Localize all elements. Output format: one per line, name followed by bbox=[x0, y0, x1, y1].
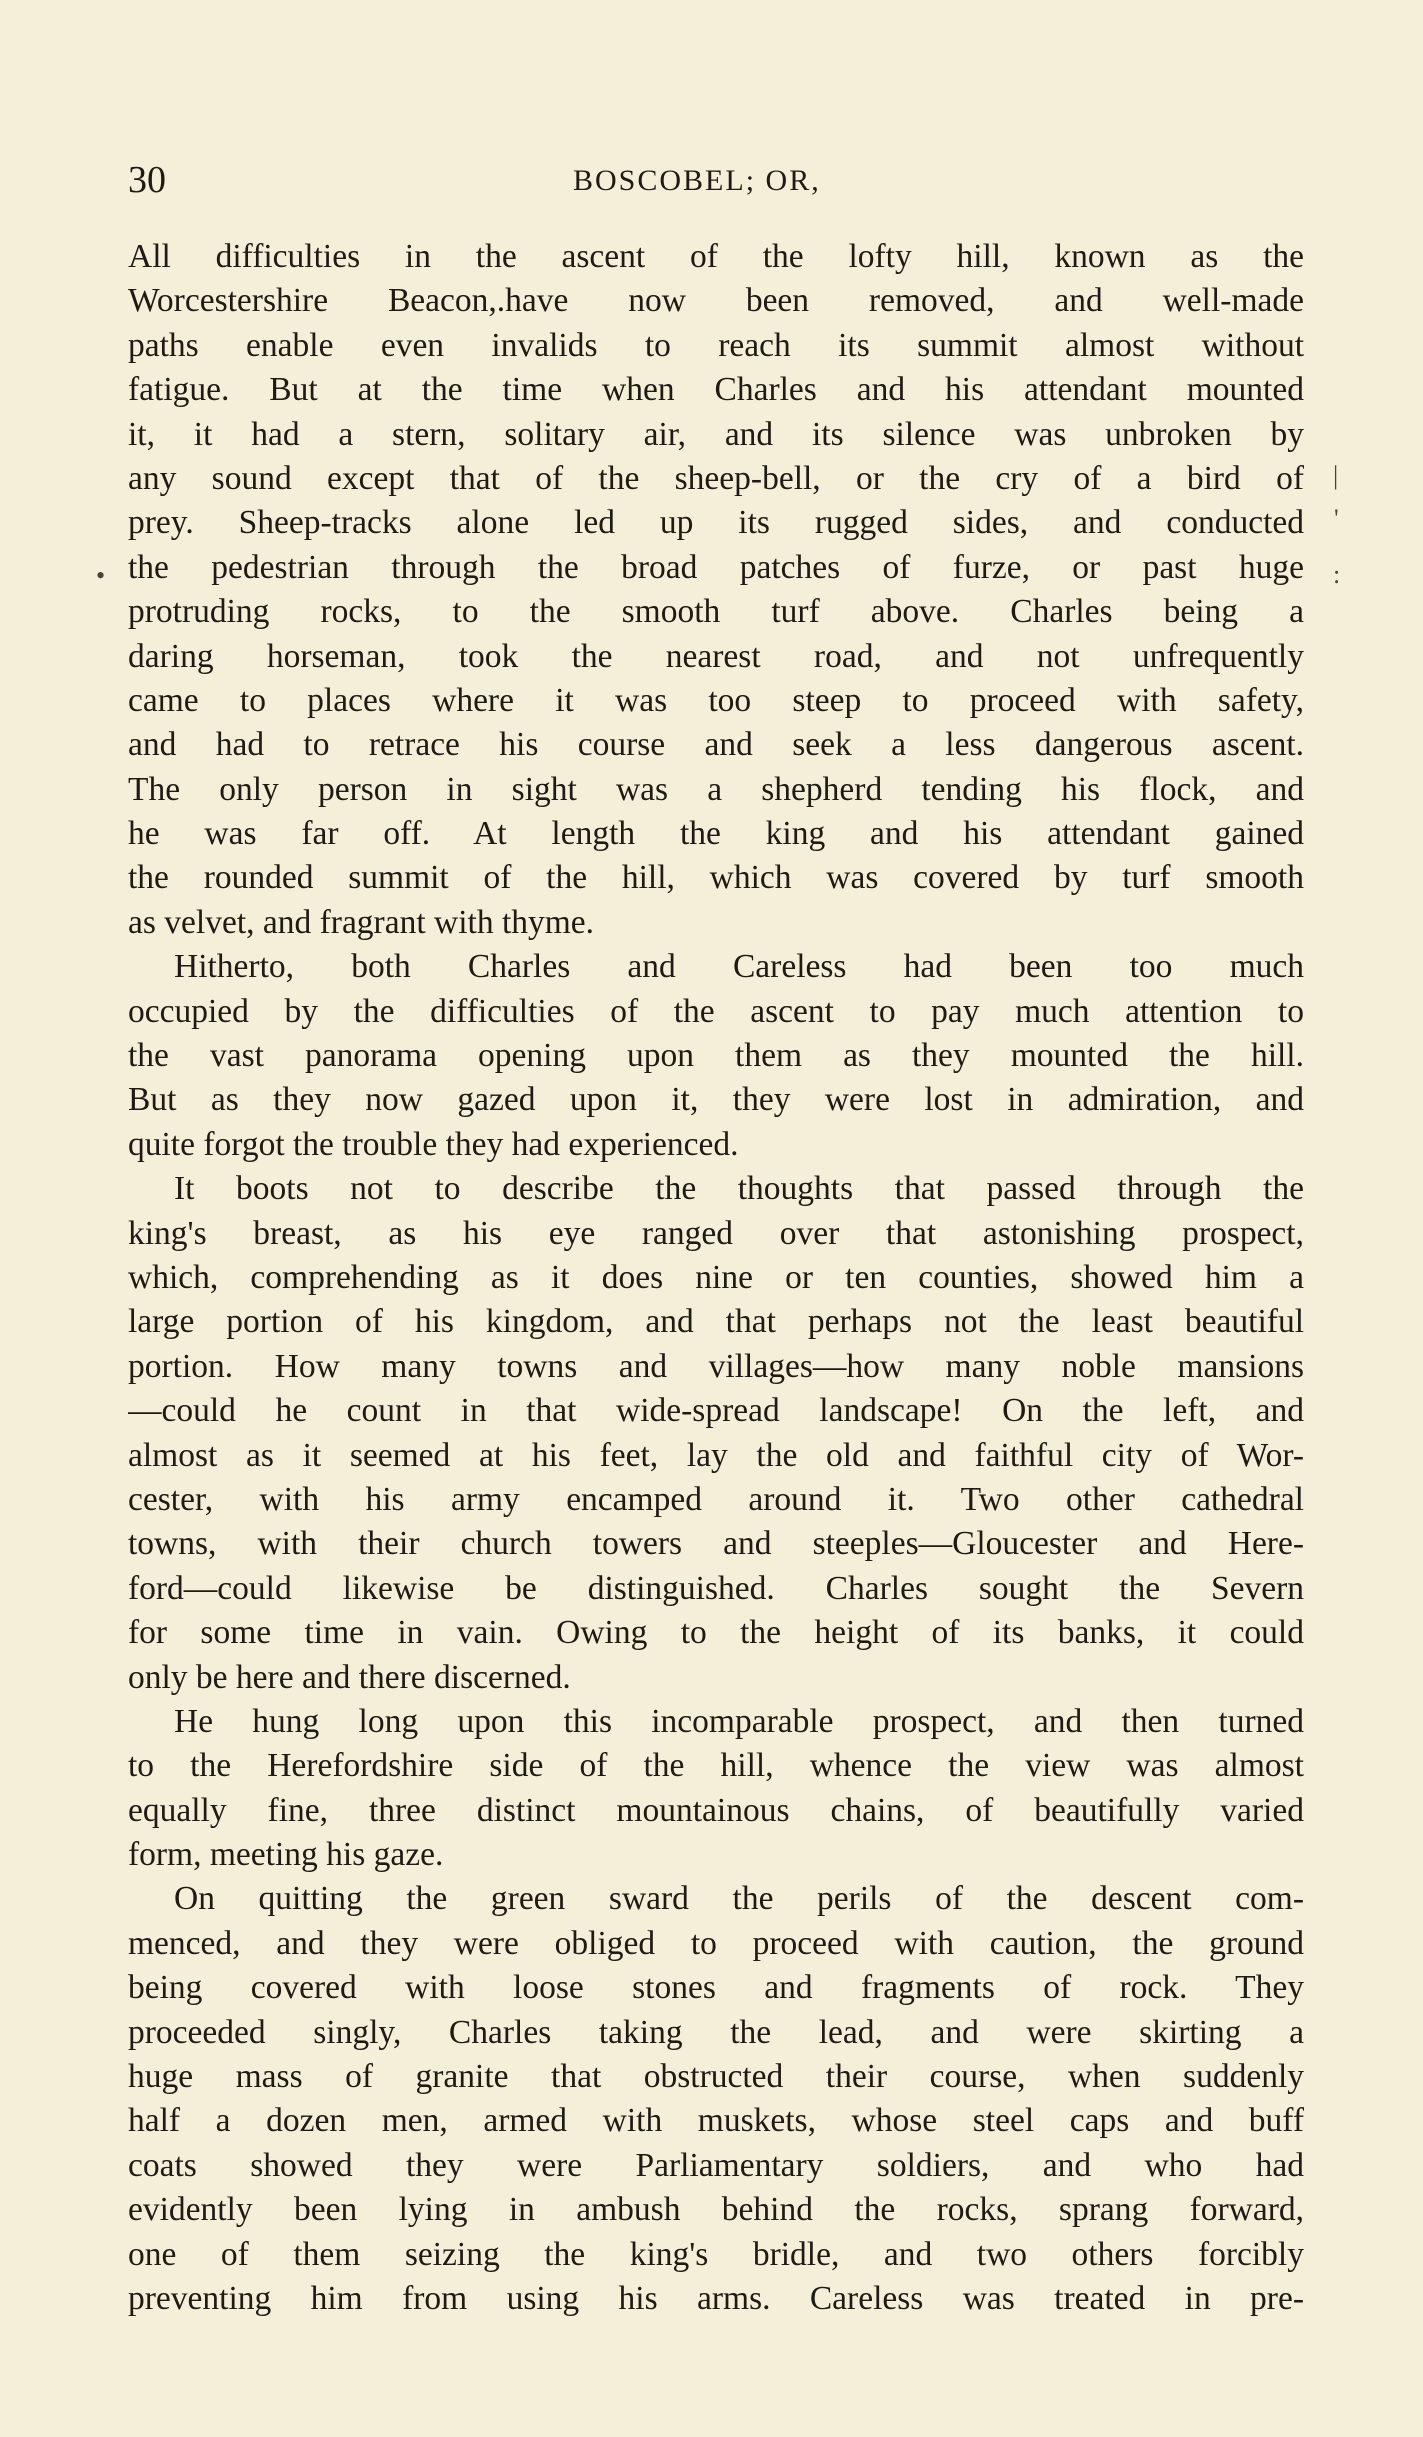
page-number: 30 bbox=[128, 159, 166, 201]
text-line: the pedestrian through the broad patches of furze, or past huge bbox=[128, 548, 1304, 586]
text-line: only be here and there discerned. bbox=[128, 1658, 571, 1696]
text-line: came to places where it was too steep to proceed with safety, bbox=[128, 681, 1304, 719]
paragraph-start-line: He hung long upon this incomparable prospect, and then turned bbox=[174, 1702, 1304, 1740]
text-line: to the Herefordshire side of the hill, whence the view was almost bbox=[128, 1747, 1304, 1785]
text-line: fatigue. But at the time when Charles and his attendant mounted bbox=[128, 371, 1304, 409]
text-line: as velvet, and fragrant with thyme. bbox=[128, 903, 595, 941]
text-line: he was far off. At length the king and his attendant gained bbox=[128, 815, 1304, 853]
text-line: almost as it seemed at his feet, lay the old and faithful city of Wor- bbox=[128, 1436, 1304, 1474]
paragraph-start-line: Hitherto, both Charles and Careless had been too much bbox=[174, 948, 1304, 986]
text-line: huge mass of granite that obstructed their course, when suddenly bbox=[128, 2058, 1304, 2096]
body-text bbox=[128, 235, 1304, 2321]
text-line: protruding rocks, to the smooth turf above. Charles being a bbox=[128, 593, 1304, 631]
text-line: being covered with loose stones and fragments of rock. They bbox=[128, 1969, 1304, 2007]
margin-tick-mark: ' bbox=[1334, 504, 1339, 533]
margin-dot-mark: • bbox=[96, 561, 106, 590]
text-line: menced, and they were obliged to proceed with caution, the ground bbox=[128, 1924, 1304, 1962]
text-line: the vast panorama opening upon them as they mounted the hill. bbox=[128, 1037, 1304, 1075]
text-line: it, it had a stern, solitary air, and its silence was unbroken by bbox=[128, 415, 1304, 453]
text-line: equally fine, three distinct mountainous chains, of beautifully varied bbox=[128, 1791, 1304, 1829]
text-line: any sound except that of the sheep-bell, or the cry of a bird of bbox=[128, 459, 1304, 497]
text-line: form, meeting his gaze. bbox=[128, 1836, 444, 1874]
text-line: —could he count in that wide-spread landscape! On the left, and bbox=[128, 1392, 1304, 1430]
text-line: Worcestershire Beacon,.have now been removed, and well-made bbox=[128, 282, 1304, 320]
text-line: towns, with their church towers and steeples—Gloucester and Here- bbox=[128, 1525, 1304, 1563]
text-line: occupied by the difficulties of the ascent to pay much attention to bbox=[128, 992, 1304, 1030]
paragraph-start-line: It boots not to describe the thoughts that passed through the bbox=[174, 1170, 1304, 1208]
text-line: and had to retrace his course and seek a less dangerous ascent. bbox=[128, 726, 1304, 764]
text-line: preventing him from using his arms. Careless was treated in pre- bbox=[128, 2279, 1304, 2317]
text-line: coats showed they were Parliamentary soldiers, and who had bbox=[128, 2146, 1304, 2184]
text-line: for some time in vain. Owing to the height of its banks, it could bbox=[128, 1614, 1304, 1652]
text-line: half a dozen men, armed with muskets, whose steel caps and buff bbox=[128, 2102, 1304, 2140]
text-line: quite forgot the trouble they had experienced. bbox=[128, 1125, 739, 1163]
text-line: large portion of his kingdom, and that perhaps not the least beautiful bbox=[128, 1303, 1304, 1341]
running-head bbox=[128, 155, 1304, 205]
text-line: The only person in sight was a shepherd tending his flock, and bbox=[128, 770, 1304, 808]
text-line: cester, with his army encamped around it. Two other cathedral bbox=[128, 1480, 1304, 1518]
text-line: king's breast, as his eye ranged over that astonishing prospect, bbox=[128, 1214, 1304, 1252]
text-line: which, comprehending as it does nine or ten counties, showed him a bbox=[128, 1258, 1304, 1296]
text-line: daring horseman, took the nearest road, and not unfrequently bbox=[128, 637, 1304, 675]
text-line: proceeded singly, Charles taking the lead, and were skirting a bbox=[128, 2013, 1304, 2051]
text-line: portion. How many towns and villages—how many noble mansions bbox=[128, 1347, 1304, 1385]
text-line: But as they now gazed upon it, they were lost in admiration, and bbox=[128, 1081, 1304, 1119]
text-line: the rounded summit of the hill, which was covered by turf smooth bbox=[128, 859, 1304, 897]
text-line: one of them seizing the king's bridle, and two others forcibly bbox=[128, 2235, 1304, 2273]
text-line: paths enable even invalids to reach its summit almost without bbox=[128, 326, 1304, 364]
margin-colon-mark: : bbox=[1333, 560, 1341, 589]
text-line: evidently been lying in ambush behind the rocks, sprang forward, bbox=[128, 2191, 1304, 2229]
text-line: ford—could likewise be distinguished. Charles sought the Severn bbox=[128, 1569, 1304, 1607]
text-line: All difficulties in the ascent of the lofty hill, known as the bbox=[128, 238, 1304, 275]
running-title: BOSCOBEL; OR, bbox=[573, 164, 821, 197]
text-line: prey. Sheep-tracks alone led up its rugged sides, and conducted bbox=[128, 504, 1304, 542]
margin-bar-mark: | bbox=[1333, 461, 1339, 490]
paragraph-start-line: On quitting the green sward the perils of the descent com- bbox=[174, 1880, 1304, 1918]
